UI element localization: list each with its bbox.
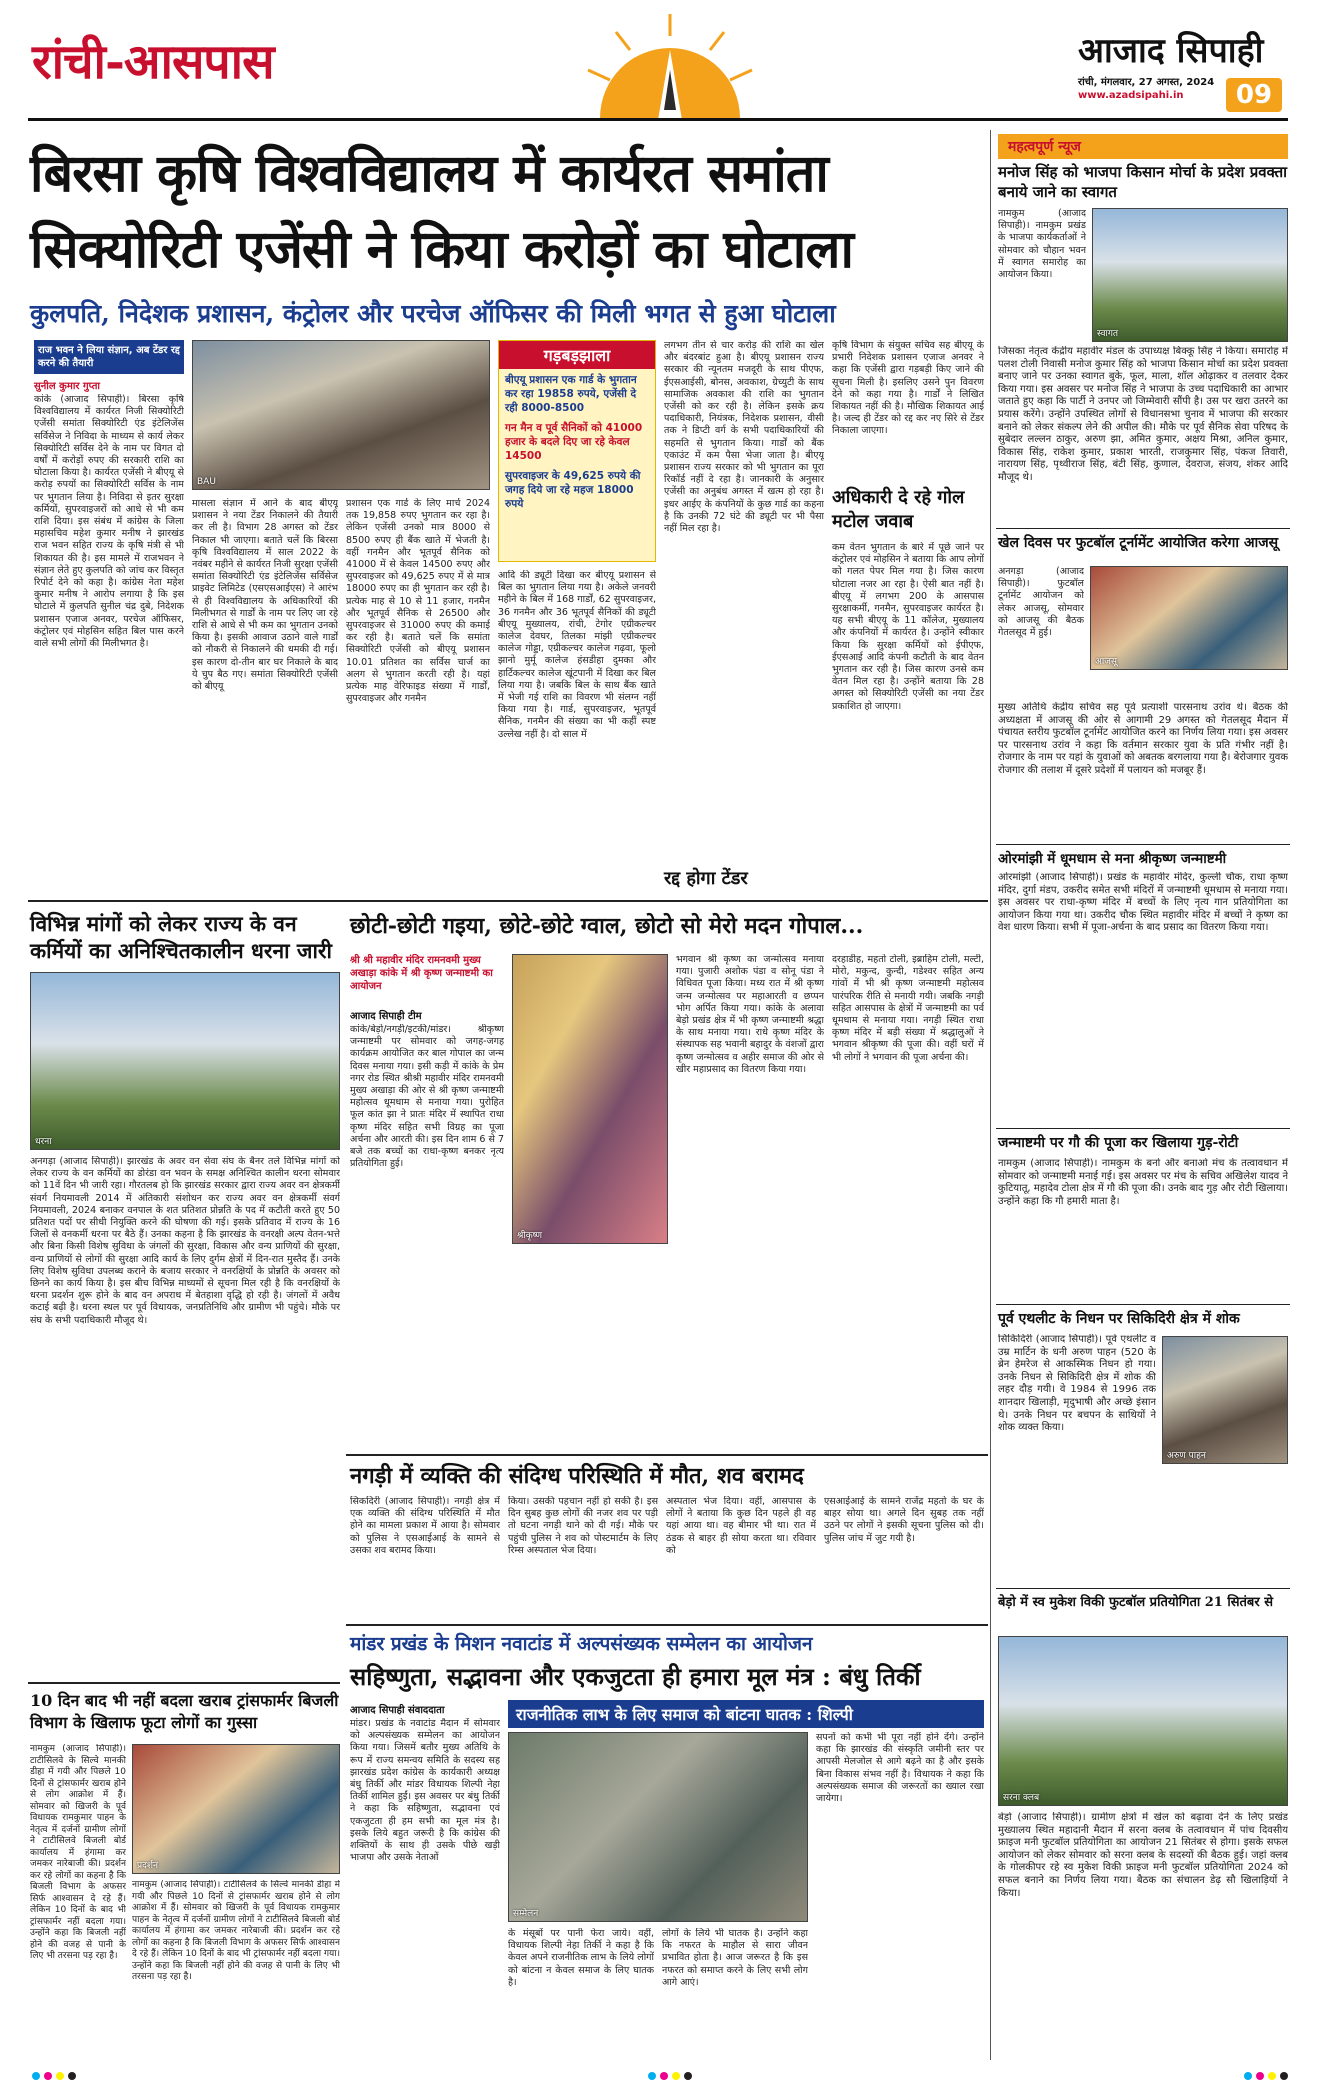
mandar-text1: मांडर। प्रखंड के नवाटांड मैदान में सोमवार को अल्पसंख्यक सम्मेलन का आयोजन किया गया। जिसमें बतौर मुख्य अतिथि के रूप में राज्य समन्वय समिति के सदस्य सह झारखंड प्रदेश कांग्रेस के कार्यकारी अध्यक्ष बंधु तिर्की और मांडर विधायक शिल्पी नेहा तिर्की शामिल हुईं। इस अवसर पर बंधु तिर्की ने कहा कि सहिष्णुता, सद्भावना एवं एकजुटता ही हम सभी का मूल मंत्र है। इसके लिये बहुत जरूरी है कि कांग्रेस की शक्तियों के साथ ही उसके पीछे खड़ी भाजपा और उसके नेताओं [350, 1718, 500, 1864]
sidebar-story6-title: बेड़ो में स्व मुकेश विकी फुटबॉल प्रतियोगिता 21 सितंबर से [998, 1595, 1273, 1610]
fraud-point: गन मैन व पूर्व सैनिकों को 41000 हजार के बदले दिए जा रहे केवल 14500 [505, 422, 643, 462]
mandar-team: आजाद सिपाही संवाददाता [350, 1705, 445, 1716]
krishna-children-photo: श्रीकृष्ण [512, 954, 668, 1244]
sidebar-story6-text: बेड़ो (आजाद सिपाही)। ग्रामीण क्षेत्रों में खेल को बढ़ावा देने के लिए प्रखंड मुख्यालय स्थित महादानी मैदान में सरना क्लब के तत्वावधान में पांच दिवसीय फ्राइज मनी फुटबॉल प्रतियोगिता का आयोजन 21 सितंबर से होगा। इसके सफल आयोजन को लेकर सोमवार को सरना क्लब के सदस्यों की बैठक हुई। जहां क्लब के गोलकीपर रहे स्व मुकेश विकी फ्राइज मनी फुटबॉल प्रतियोगिता 2024 को सफल बनाने का निर्णय लिया गया। बैठक का संचालन डेढ़ सौ खिलाड़ियों ने किया। [998, 1812, 1288, 1899]
death-text2: किया। उसकी पहचान नहीं हो सकी है। इस दिन सुबह कुछ लोगों की नजर शव पर पड़ी तो घटना नगड़ी थाने को दी गई। मौके पर पहुंची पुलिस ने शव को पोस्टमार्टम के लिए रिम्स अस्पताल भेज दिया। [508, 1496, 658, 1556]
side-head-officials: अधिकारी दे रहे गोल मटोल जवाब [832, 487, 965, 532]
university-photo: BAU [192, 340, 490, 490]
fraud-highlight-box [498, 340, 656, 562]
lead-col5: लगभग तीन से चार करोड़ की राशि का खेल और बंदरबांट हुआ है। बीएयू प्रशासन राज्य सरकार की न्यूनतम मजदूरी के साथ पीएफ, ईएसआईसी, बोनस, अवकाश, ग्रेच्युटी के साथ सामाजिक अवकाश की राशि का भुगतान एजेंसी को कर रही है। लेकिन इसके क्रय पदाधिकारी, नियंत्रक, निदेशक प्रशासन, वीसी तक ने डिप्टी वर्ग के सभी पदाधिकारियों की सहमति से भुगतान किया। गार्डों को बैंक एकाउंट में कम पैसा भेजा जाता है। बीएयू प्रशासन राज्य सरकार को भी भुगतान का पूरा रिकॉर्ड नहीं दे रहा है। जानकारी के अनुसार एजेंसी का अनुबंध अगस्त में खत्म हो रहा है। इधर आईए के कंपनियों के कुछ गार्ड का कहना है कि उनकी 72 घंटे की ड्यूटी पर भी पैसा नहीं मिल रहा है। [664, 340, 824, 535]
fraud-point: सुपरवाइजर के 49,625 रुपये की जगह दिये जा रहे महज 18000 रुपये [505, 470, 641, 510]
sidebar-story5-title: पूर्व एथलीट के निधन पर सिकिदिरी क्षेत्र में शोक [998, 1311, 1240, 1327]
lead-headline-line1: बिरसा कृषि विश्वविद्यालय में कार्यरत समांता [30, 143, 828, 204]
dharna-photo: धरना [30, 972, 340, 1150]
mandar-text2: के मंसूबों पर पानी फेरा जाये। वहीं, विधायक शिल्पी नेहा तिर्की ने कहा है कि केवल अपने राजनीतिक लाभ के लिये लोगों को बांटना न केवल समाज के लिए घातक है। [508, 1928, 654, 1988]
sidebar-story3-text: ओरमांझी (आजाद सिपाही)। प्रखंड के महावीर मंदिर, कुल्ली चौक, राधा कृष्ण मंदिर, दुर्गा मंडप, उकरीद समेत सभी मंदिरों में जन्माष्टमी धूमधाम से मनाया गया। इस अवसर पर राधा-कृष्ण मंदिर में बच्चों के लिए नृत्य गान प्रतियोगिता का आयोजन किया गया था। उकरीद चौक स्थित महावीर मंदिर में बच्चों ने कृष्ण का वेश धारण किया। सभी में पूजा-अर्चना के बाद प्रसाद का वितरण किया गया। [998, 872, 1288, 934]
lead-col2: मासला संज्ञान में आने के बाद बीएयू प्रशासन ने नया टेंडर निकालने की तैयारी कर ली है। विभाग 28 अगस्त को टेंडर निकाल भी जाएगा। बताते चलें कि बिरसा कृषि विश्वविद्यालय में साल 2022 के नवंबर महीने से कार्यरत निजी सुरक्षा एजेंसी समांता सिक्योरिटी एंड इंटेलिजेंस सर्विसेज प्राइवेट लिमिटेड (एसएसआईएस) ने आरंभ से ही विश्वविद्यालय के अधिकारियों की मिलीभगत से गार्डों के नाम पर लिए जा रहे राशि से आधे से भी कम का भुगतान उनको किया है। इसकी आवाज उठाने वाले गार्डों को नौकरी से निकालने की धमकी दी गई। इस कारण दो-तीन बार घर निकाले के बाद ये चुप बैठ गए। समांता सिक्योरिटी एजेंसी को बीएयू [192, 498, 338, 693]
death-text1: सिकदिरी (आजाद सिपाही)। नगड़ी क्षेत्र में एक व्यक्ति की संदिग्ध परिस्थिति में मौत होने का मामला प्रकाश में आया है। सोमवार को पुलिस ने एसआईआई के सामने से उसका शव बरामद किया। [350, 1496, 500, 1556]
fraud-point: बीएयू प्रशासन एक गार्ड के भुगतान कर रहा 19858 रुपये, एजेंसी दे रही 8000-8500 [505, 374, 637, 414]
sidebar-story2-title: खेल दिवस पर फुटबॉल टूर्नामेंट आयोजित करेगा आजसू [998, 535, 1279, 551]
lead-author: सुनील कुमार गुप्ता [34, 381, 100, 392]
lead-headline-line2: सिक्योरिटी एजेंसी ने किया करोड़ों का घोटाला [30, 219, 853, 280]
page-number: 09 [1226, 78, 1282, 112]
janmashtami-headline: छोटी-छोटी गइया, छोटे-छोटे ग्वाल, छोटो सो मेरो मदन गोपाल... [350, 913, 864, 939]
mandar-subheadline: राजनीतिक लाभ के लिए समाज को बांटना घातक : शिल्पी [508, 1700, 984, 1728]
sidebar-story1-text: जिसका नेतृत्व केंद्रीय महावीर मंडल के उपाध्यक्ष बिक्कू सिंह ने किया। समारोह में पलश टोली निवासी मनोज कुमार सिंह को भाजपा किसान मोर्चा का प्रदेश प्रवक्ता बनाए जाने पर उनका स्वागत बुके, फूल, माला, शॉल ओढ़ाकर व तलवार देकर किया गया। इस अवसर पर मनोज सिंह ने भाजपा के उच्च पदाधिकारी का आभार जताते हुए कहा कि पार्टी ने उनपर जो जिम्मेवारी सौंपी है। उस पर खरा उतरने का प्रयास करेंगे। उन्होंने उपस्थित लोगों से विधानसभा चुनाव में भाजपा की सरकार बनाने को लेकर संकल्प लेने की अपील की। मौके पर पूर्व सैनिक सेवा परिषद के सुबेदार लल्लन ठाकुर, अरुण झा, अमित कुमार, अक्षय मिश्रा, अनिल कुमार, विकास सिंह, राकेश कुमार, प्रकाश भारती, राजकुमार सिंह, पंकज तिवारी, नारायण सिंह, पृथ्वीराज सिंह, बंटी सिंह, कुणाल, देवराज, संजय, शंकर आदि मौजूद थे। [998, 346, 1288, 483]
sidebar-story1-title: मनोज सिंह को भाजपा किसान मोर्चा के प्रदेश प्रवक्ता बनाये जाने का स्वागत [998, 163, 1288, 201]
side-head-tender: रद्द होगा टेंडर [664, 868, 748, 889]
sidebar-story4-title: जन्माष्टमी पर गौ की पूजा कर खिलाया गुड़-रोटी [998, 1135, 1239, 1151]
lead-col6b: कम वेतन भुगतान के बारे में पूछे जाने पर कंट्रोलर एवं मोहसिन ने बताया कि आप लोगों को गलत पेपर मिल गया है। जिस कारण घोटाला नजर आ रहा है। ऐसी बात नहीं है। बीएयू में लगभग 200 के आसपास सुरक्षाकर्मी, गनमैन, सुपरवाइजर कार्यरत है। यह सभी बीएयू के 11 कॉलेज, मुख्यालय और कंपनियों में कार्यरत है। उन्होंने स्वीकार किया कि सुरक्षा कर्मियों को ईपीएफ, ईएसआई आदि कंपनी कटौती के बाद वेतन भुगतान कर रही है। जिस कारण उनसे कम वेतन मिल रहा है। उन्होंने बताया कि 28 अगस्त को सिक्योरिटी एजेंसी का नया टेंडर प्रकाशित हो जाएगा। [832, 542, 984, 712]
newspaper-name: आजाद सिपाही [1078, 31, 1264, 71]
section-title: रांची-आसपास [32, 34, 274, 90]
janmashtami-text2: भगवान श्री कृष्ण का जन्मोत्सव मनाया गया। पुजारी अशोक पंडा व सोनू पंडा ने विधिवत पूजा किया। मध्य रात में श्री कृष्ण जन्म जन्मोत्सव पर महाआरती व छप्पन भोग अर्पित किया गया। कांके के अलावा बेड़ो प्रखंड क्षेत्र में भी कृष्ण जन्माष्टमी श्रद्धा के साथ मनाया गया। राधे कृष्ण मंदिर के संस्थापक सह भवानी बहादुर के वंशजों द्वारा कृष्ण जन्मोत्सव व अहीर समाज की ओर से खीर महाप्रसाद का वितरण किया गया। [676, 954, 824, 1075]
website[interactable]: www.azadsipahi.in [1078, 90, 1184, 101]
dharna-text: अनगड़ा (आजाद सिपाही)। झारखंड के अवर वन सेवा संघ के बैनर तले विभिन्न मांगों को लेकर राज्य के वन कर्मियों का डोरंडा वन भवन के समक्ष अनिश्चित कालीन धरना सोमवार को 11वें दिन भी जारी रहा। गौरतलब हो कि झारखंड सरकार द्वारा राज्य अवर वन क्षेत्रकर्मी संवर्ग नियमावली 2014 में अंतिकारी संशोधन कर राज्य अवर वन क्षेत्रकर्मी संवर्ग नियमावली, 2024 बनाकर वनपाल के शत प्रतिशत प्रोन्नति के पद में कटौती करते हुए 50 प्रतिशत पदों पर सीधी नियुक्ति करने की घोषणा की गई। इसके प्रतिवाद में राज्य के 16 जिलों से वनकर्मी धरना पर बैठे हैं। उनका कहना है कि झारखंड के वनरक्षी अल्प वेतन-भत्ते और बिना किसी विशेष सुविधा के जंगलों की सुरक्षा, विकास और वन्य प्राणियों की सुरक्षा, वन्य प्राणियों से लोगों की सुरक्षा आदि कार्य के लिए दुर्गम क्षेत्रों में दिन-रात मुस्तैद हैं। उनके लिए विशेष सुविधा उपलब्ध कराने के बजाय सरकार ने वनरक्षियों के प्रोन्नति के अवसर को छिनने का कार्य किया है। इस बीच विभिन्न माध्यमों से सूचना मिल रही है कि वनरक्षियों के धरना प्रदर्शन शुरू होने के बाद वन अपराध में बेतहाशा वृद्धि हो रही है। जंगलों में अवैध कटाई बढ़ी है। धरना स्थल पर पूर्व विधायक, जनप्रतिनिधि और ग्रामीण भी पहुंचे। मौके पर संघ के सभी पदाधिकारी मौजूद थे। [30, 1156, 340, 1326]
janmashtami-caption: श्री श्री महावीर मंदिर रामनवमी मुख्य अखाड़ा कांके में श्री कृष्ण जन्माष्टमी का आयोजन [350, 955, 493, 992]
lead-col1: कांके (आजाद सिपाही)। बिरसा कृषि विश्वविद्यालय में कार्यरत निजी सिक्योरिटी एजेंसी समांता सिक्योरिटी एंड इंटेलिजेंस सर्विसेज ने निविदा के माध्यम से कार्य लेकर सिक्योरिटी सर्विस देने के नाम पर विगत दो वर्षों में करोड़ों रुपए की सरकारी राशि का घोटाला किया है। कार्यरत एजेंसी ने बीएयू से करोड़ रुपयों का सिक्योरिटी सर्विस के नाम पर भुगतान लिया है। निविदा से इतर सुरक्षा कर्मियों, सुपरवाइजरों को आधे से भी कम राशि दिया। इस संबंध में कांग्रेस के जिला महासचिव महेश कुमार मनीष ने झारखंड राज भवन सहित राज्य के कृषि मंत्री से भी शिकायत की है। इस मामले में राजभवन ने संज्ञान लेते हुए कुलपति को जांच कर विस्तृत रिपोर्ट देने को कहा है। कांग्रेस नेता महेश कुमार मनीष ने आरोप लगाया है कि इस घोटाले में कुलपति सुनील चंद्र दुबे, निदेशक प्रशासन एजाज अनवर, परचेज ऑफिसर, कंट्रोलर एवं मोहसिन सहित बिल पास करने वाले सभी लोगों की मिलीभगत है। [34, 394, 184, 650]
sidebar-label: महत्वपूर्ण न्यूज [998, 134, 1288, 159]
sidebar-story2-text: मुख्य अतिथि केंद्रीय सचिव सह पूर्व प्रत्याशी पारसनाथ उरांव थे। बैठक की अध्यक्षता में आजसू की ओर से आगामी 29 अगस्त को गेतलसूद मैदान में पंचायत स्तरीय फुटबॉल टूर्नामेंट आयोजित करने का निर्णय लिया गया। इस अवसर पर पारसनाथ उरांव ने कहा कि वर्तमान सरकार युवा के प्रति गंभीर नहीं है। रोजगार के नाम पर यहां के युवाओं को अबतक बरगलाया गया है। बेरोजगार युवक रोजगार की तलाश में दूसरे प्रदेशों में पलायन को मजबूर हैं। [998, 702, 1288, 776]
sidebar-story5-text: सिकिदिरी (आजाद सिपाही)। पूर्व एथलीट व उम्र मार्टिन के धनी अरुण पाहन (520 के ब्रेन हेमरेज से आकस्मिक निधन हो गया। उनके निधन से सिकिदिरी क्षेत्र में शोक की लहर दौड़ गयी। वे 1984 से 1996 तक शानदार खिलाड़ी, मृदुभाषी और अच्छे इंसान थे। उनके निधन पर बचपन के साथियों ने शोक व्यक्त किया। [998, 1334, 1156, 1434]
mandar-text3: लोगों के लिये भी घातक है। उन्होंने कहा कि नफरत के माहौल से सारा जीवन प्रभावित होता है। आज जरूरत है कि इस नफरत को समाप्त करने के लिए सभी लोग आगे आएं। [662, 1928, 808, 1988]
janmashtami-team: आजाद सिपाही टीम [350, 1011, 422, 1022]
sidebar-story3-title: ओरमांझी में धूमधाम से मना श्रीकृष्ण जन्माष्टमी [998, 851, 1227, 867]
mandar-quote-headline: सहिष्णुता, सद्भावना और एकजुटता ही हमारा मूल मंत्र : बंधु तिर्की [350, 1662, 921, 1691]
mandar-text4: सपनों को कभी भी पूरा नहीं होने देंगे। उन्होंने कहा कि झारखंड की संस्कृति जमीनी स्तर पर आपसी मेलजोल से आगे बढ़ने का है और इसके बिना विकास संभव नहीं है। विधायक ने कहा कि अल्पसंख्यक समाज की जरूरतों का ख्याल रखा जायेगा। [816, 1732, 984, 1805]
janmashtami-text1: कांके/बेड़ो/नगड़ी/इटकी/मांडर। श्रीकृष्ण जन्माष्टमी पर सोमवार को जगह-जगह कार्यक्रम आयोजित कर बाल गोपाल का जन्म दिवस मनाया गया। इसी कड़ी में कांके के प्रेम नगर रोड स्थित श्रीश्री महावीर मंदिर रामनवमी मुख्य अखाड़ा की ओर से श्री कृष्ण जन्माष्टमी महोत्सव धूमधाम से मनाया गया। पुरोहित फूल कांत झा ने प्रातः मंदिर में स्थापित राधा कृष्ण मंदिर सहित सभी विग्रह का पूजा अर्चना और आरती की। इस दिन शाम 6 से 7 बजे तक बच्चों का राधा-कृष्ण बनकर नृत्य प्रतियोगिता हुई। [350, 1024, 504, 1170]
transformer-headline: 10 दिन बाद भी नहीं बदला खराब ट्रांसफार्मर बिजली विभाग के खिलाफ फूटा लोगों का गुस्सा [30, 1691, 339, 1732]
transformer-text: नामकुम (आजाद सिपाही)। टाटीसिलवे के सिल्वे मानकी डीहा में गयी और पिछले 10 दिनों से ट्रांसफार्मर खराब होने से लोग आक्रोश में हैं। सोमवार को खिजरी के पूर्व विधायक रामकुमार पाहन के नेतृत्व में दर्जनों ग्रामीण लोगों ने टाटीसिलवे बिजली बोर्ड कार्यालय में हंगामा कर जमकर नारेबाजी की। प्रदर्शन कर रहे लोगों का कहना है कि बिजली विभाग के अफसर सिर्फ आश्वासन दे रहे हैं। लेकिन 10 दिनों के बाद भी ट्रांसफार्मर नहीं बदला गया। उन्होंने कहा कि बिजली नहीं होने की वजह से पानी के लिए भी तरसना पड़ रहा है। [132, 1880, 340, 1982]
lead-col3: प्रशासन एक गार्ड के लिए मार्च 2024 तक 19,858 रुपए भुगतान कर रहा है। लेकिन एजेंसी उनको मात्र 8000 से 8500 रुपए ही बैंक खाते में भेजती है। वहीं गनमैन और भूतपूर्व सैनिक को 41000 में से केवल 14500 रुपए और सुपरवाइजर को 49,625 रुपए में से मात्र 18000 रुपए का ही भुगतान कर रही है। प्रत्येक माह से 10 से 11 हजार, गनमैन और भूतपूर्व सैनिक से 26500 और सुपरवाइजर से 31000 रुपए की कमाई कर रही है। बताते चलें कि समांता सिक्योरिटी एजेंसी को बीएयू प्रशासन 10.01 प्रतिशत का सर्विस चार्ज का अलग से भुगतान करती रही है। यहां प्रत्येक माह वेरिफाइड संख्या में गार्डों, सुपरवाइजर और गनमैन [346, 498, 490, 705]
football-team-photo: सरना क्लब [998, 1636, 1288, 1806]
sidebar-story2-photo: आजसू [1090, 566, 1288, 670]
sidebar-story1-photo: स्वागत [1092, 208, 1288, 342]
janmashtami-text3: दरहाडीह, महतो टोली, इब्राहिम टोली, मल्टी, मोरो, मकुन्द, कुन्दी, गडेश्वर सहित अन्य गांवों में भी श्री कृष्ण जन्माष्टमी महोत्सव पारंपरिक रीति से मनायी गयी। जबकि नगड़ी सहित आसपास के क्षेत्रों में जन्माष्टमी का पर्व धूमधाम से मनाया गया। नगड़ी स्थित राधा कृष्ण मंदिर में बड़ी संख्या में श्रद्धालुओं ने भगवान श्रीकृष्ण की पूजा की। वहीं घरों में भी लोगों ने भगवान की पूजा अर्चना की। [832, 954, 984, 1063]
lead-kicker: राज भवन ने लिया संज्ञान, अब टेंडर रद्द करने की तैयारी [34, 340, 184, 374]
sidebar-story1-lede: नामकुम (आजाद सिपाही)। नामकुम प्रखंड के भाजपा कार्यकर्ताओं ने सोमवार को चौहान भवन में स्वागत समारोह का आयोजन किया। [998, 208, 1086, 281]
transformer-text-top: नामकुम (आजाद सिपाही)। टाटीसिलवे के सिल्वे मानकी डीहा में गयी और पिछले 10 दिनों से ट्रांसफार्मर खराब होने से लोग आक्रोश में हैं। सोमवार को खिजरी के पूर्व विधायक रामकुमार पाहन के नेतृत्व में दर्जनों ग्रामीण लोगों ने टाटीसिलवे बिजली बोर्ड कार्यालय में हंगामा कर जमकर नारेबाजी की। प्रदर्शन कर रहे लोगों का कहना है कि बिजली विभाग के अफसर सिर्फ आश्वासन दे रहे हैं। लेकिन 10 दिनों के बाद भी ट्रांसफार्मर नहीं बदला गया। उन्होंने कहा कि बिजली नहीं होने की वजह से पानी के लिए भी तरसना पड़ रहा है। [30, 1744, 126, 1961]
dateline: रांची, मंगलवार, 27 अगस्त, 2024 [1078, 77, 1215, 88]
mandar-meeting-photo: सम्मेलन [508, 1732, 808, 1922]
athlete-portrait-photo: अरुण पाहन [1162, 1336, 1288, 1464]
lead-col6: कृषि विभाग के संयुक्त सचिव सह बीएयू के प्रभारी निदेशक प्रशासन एजाज अनवर ने कहा कि एजेंसी द्वारा गड़बड़ी किए जाने की सूचना मिली है। इसलिए उसने पुन विवरण देने को कहा गया है। गार्डों ने लिखित शिकायत नहीं की है। मौखिक शिकायत आई है। जल्द ही टेंडर को रद्द कर नए सिरे से टेंडर निकाला जाएगा। [832, 340, 984, 437]
lead-subhead: कुलपति, निदेशक प्रशासन, कंट्रोलर और परचेज ऑफिसर की मिली भगत से हुआ घोटाला [30, 299, 836, 328]
lead-col4: आदि की ड्यूटी दिखा कर बीएयू प्रशासन से बिल का भुगतान लिया गया है। अकेले जनवरी महीने के बिल में 168 गार्डों, 62 सुपरवाइजर, 36 गनमैन और 36 भूतपूर्व सैनिकों की ड्यूटी बीएयू मुख्यालय, रांची, टेगोर एग्रीकल्चर कालेज देवघर, तिलका मांझी एग्रीकल्चर कालेज गोड्डा, एग्रीकल्चर कालेज गढ़वा, फूलो झानो मुर्मू कालेज हंसडीहा दुमका और हार्टिकल्चर कालेज खूंटपानी में दिखा कर बिल लिया गया है। जबकि बिल के साथ बैंक खाते में भेजी गई राशि का विवरण भी संलग्न नहीं किया गया है। गार्ड, सुपरवाइजर, भूतपूर्व सैनिक, गनमैन की संख्या का भी कहीं स्पष्ट उल्लेख नहीं है। दो साल में [498, 570, 656, 740]
sun-logo-icon [580, 10, 760, 128]
footer-color-bar [30, 2066, 1290, 2076]
mandar-headline: मांडर प्रखंड के मिशन नवाटांड में अल्पसंख्यक सम्मेलन का आयोजन [350, 1633, 813, 1655]
death-text4: एसआईआई के सामने राजेंद्र महतो के घर के बाहर सोया था। अगले दिन सुबह तक नहीं उठने पर लोगों ने इसकी सूचना पुलिस को दी। पुलिस जांच में जुट गयी है। [824, 1496, 984, 1544]
death-headline: नगड़ी में व्यक्ति की संदिग्ध परिस्थिति में मौत, शव बरामद [350, 1463, 804, 1489]
sidebar-story4-text: नामकुम (आजाद सिपाही)। नामकुम के बनो और बनाओ मंच के तत्वावधान में सोमवार को जन्माष्टमी मनाई गई। इस अवसर पर मंच के सचिव अखिलेश यादव ने कुटियातू, महादेव टोला क्षेत्र में गौ की पूजा की। उनके बाद गुड़ और रोटी खिलाया। उन्होंने कहा कि गौ हमारी माता है। [998, 1158, 1288, 1207]
sidebar-story2-lede: अनगड़ा (आजाद सिपाही)। फुटबॉल टूर्नामेंट आयोजन को लेकर आजसू, सोमवार को आजसू की बैठक गेतलसूद में हुई। [998, 566, 1084, 639]
fraud-box-title: गड़बड़झाला [499, 341, 655, 369]
dharna-headline: विभिन्न मांगों को लेकर राज्य के वन कर्मियों का अनिश्चितकालीन धरना जारी [30, 911, 332, 963]
transformer-protest-photo: प्रदर्शन [132, 1744, 340, 1874]
transformer-text-bottom [132, 1880, 340, 2056]
death-text3: अस्पताल भेज दिया। वहीं, आसपास के लोगों ने बताया कि कुछ दिन पहले ही वह यहां आया था। वह बीमार भी था। रात में ठंडक से बाहर ही सोया करता था। रविवार को [666, 1496, 816, 1556]
